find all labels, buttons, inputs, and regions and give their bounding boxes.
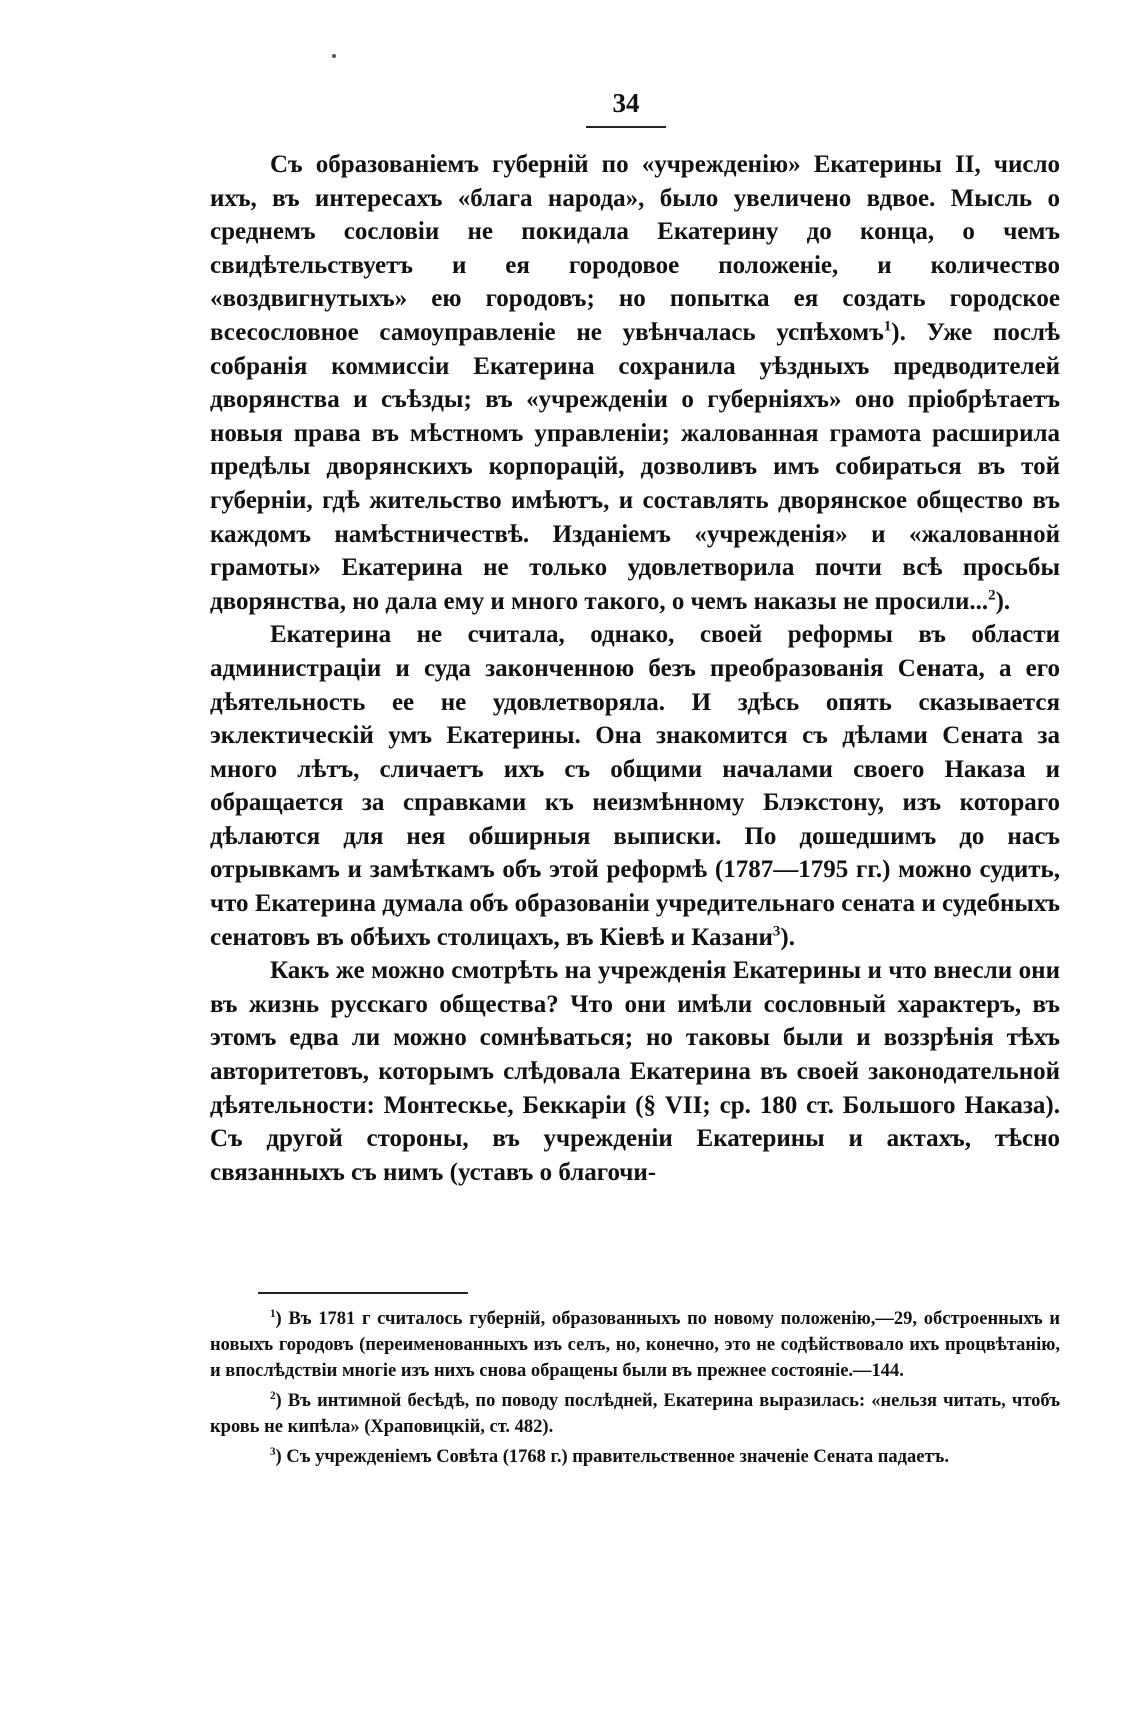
paragraph-1-text-cont: ). Уже послѣ собранія коммиссіи Екатерина сохранила уѣздныхъ предводителей дворянства и съѣзды; въ «учрежденіи о губерніяхъ» оно пріобрѣтаетъ новыя права въ мѣстномъ управленіи; жалованная грамота расширила предѣлы дворянскихъ корпорацій, дозволивъ имъ собираться въ той губерніи, гдѣ жительство имѣютъ, и составлять дворянское общество въ каждомъ намѣстничествѣ. Изданіемъ «учрежденія» и «жалованной грамоты» Екатерина не только удовлетворила почти всѣ просьбы дворянства, но дала ему и много такого, о чемъ наказы не просили...	[210, 318, 1060, 615]
paragraph-2-text: Екатерина не считала, однако, своей реформы въ области администраціи и суда законченною безъ преобразованія Сената, а его дѣятельность ее не удовлетворяла. И здѣсь опять сказывается эклектическій умъ Екатерины. Она знакомится съ дѣлами Сената за много лѣтъ, сличаетъ ихъ съ общими началами своего Наказа и обращается за справками къ неизмѣнному Блэкстону, изъ котораго дѣлаются для нея обширныя выписки. По дошедшимъ до насъ отрывкамъ и замѣткамъ объ этой реформѣ (1787—1795 гг.) можно судить, что Екатерина думала объ образованіи учредительнаго сената и судебныхъ сенатовъ въ обѣихъ столицахъ, въ Кіевѣ и Казани	[210, 621, 1060, 951]
footnote-mark-1: 1	[270, 1307, 276, 1320]
footnote-2-text: ) Въ интимной бесѣдѣ, по поводу послѣдней, Екатерина выразилась: «нельзя читать, чтобъ кровь не кипѣла» (Храповицкій, ст. 482).	[210, 1391, 1060, 1437]
body-text	[210, 148, 1060, 1189]
footnotes	[210, 1306, 1060, 1474]
footnote-1-text: ) Въ 1781 г считалось губерній, образованныхъ по новому положенію,—29, обстроенныхъ и новыхъ городовъ (переименованныхъ изъ селъ, но, конечно, это не содѣйствовало ихъ процвѣтанію, и впослѣдствіи многіе изъ нихъ снова обращены были въ прежнее состояніе.—144.	[210, 1309, 1060, 1381]
paragraph-3	[210, 954, 1060, 1189]
paragraph-2	[210, 618, 1060, 954]
page-number: 34	[612, 88, 640, 118]
footnote-separator	[258, 1292, 468, 1294]
footnote-mark-3: 3	[270, 1445, 276, 1458]
footnote-1	[210, 1306, 1060, 1384]
footnote-ref-3: 3	[772, 923, 781, 940]
paragraph-1-text-end: ).	[995, 587, 1011, 615]
footnote-ref-1: 1	[883, 318, 892, 335]
paragraph-2-text-end: ).	[780, 923, 795, 951]
footnote-3-text: ) Съ учрежденіемъ Совѣта (1768 г.) правительственное значеніе Сената падаетъ.	[275, 1447, 949, 1467]
paragraph-3-text: Какъ же можно смотрѣть на учрежденія Екатерины и что внесли они въ жизнь русскаго общества? Что они имѣли сословный характеръ, въ этомъ едва ли можно сомнѣваться; но таковы были и воззрѣнія тѣхъ авторитетовъ, которымъ слѣдовала Екатерина въ своей законодательной дѣятельности: Монтескье, Беккаріи (§ VII; ср. 180 ст. Большого Наказа). Съ другой стороны, въ учрежденіи Екатерины и актахъ, тѣсно связанныхъ съ нимъ (уставъ о благочи-	[210, 957, 1060, 1186]
page-number-underline	[586, 126, 666, 128]
footnote-2	[210, 1388, 1060, 1440]
footnote-mark-2: 2	[270, 1389, 276, 1402]
footnote-3	[210, 1444, 1060, 1470]
footnote-ref-2: 2	[988, 587, 996, 604]
paragraph-1-text: Съ образованіемъ губерній по «учрежденію» Екатерины II, число ихъ, въ интересахъ «блага народа», было увеличено вдвое. Мысль о среднемъ сословіи не покидала Екатерину до конца, о чемъ свидѣтельствуетъ и ея городовое положеніе, и количество «воздвигнутыхъ» ею городовъ; но попытка ея создать городское всесословное самоуправленіе не увѣнчалась успѣхомъ	[210, 151, 1060, 346]
paragraph-1	[210, 148, 1060, 618]
print-speck	[332, 54, 336, 58]
